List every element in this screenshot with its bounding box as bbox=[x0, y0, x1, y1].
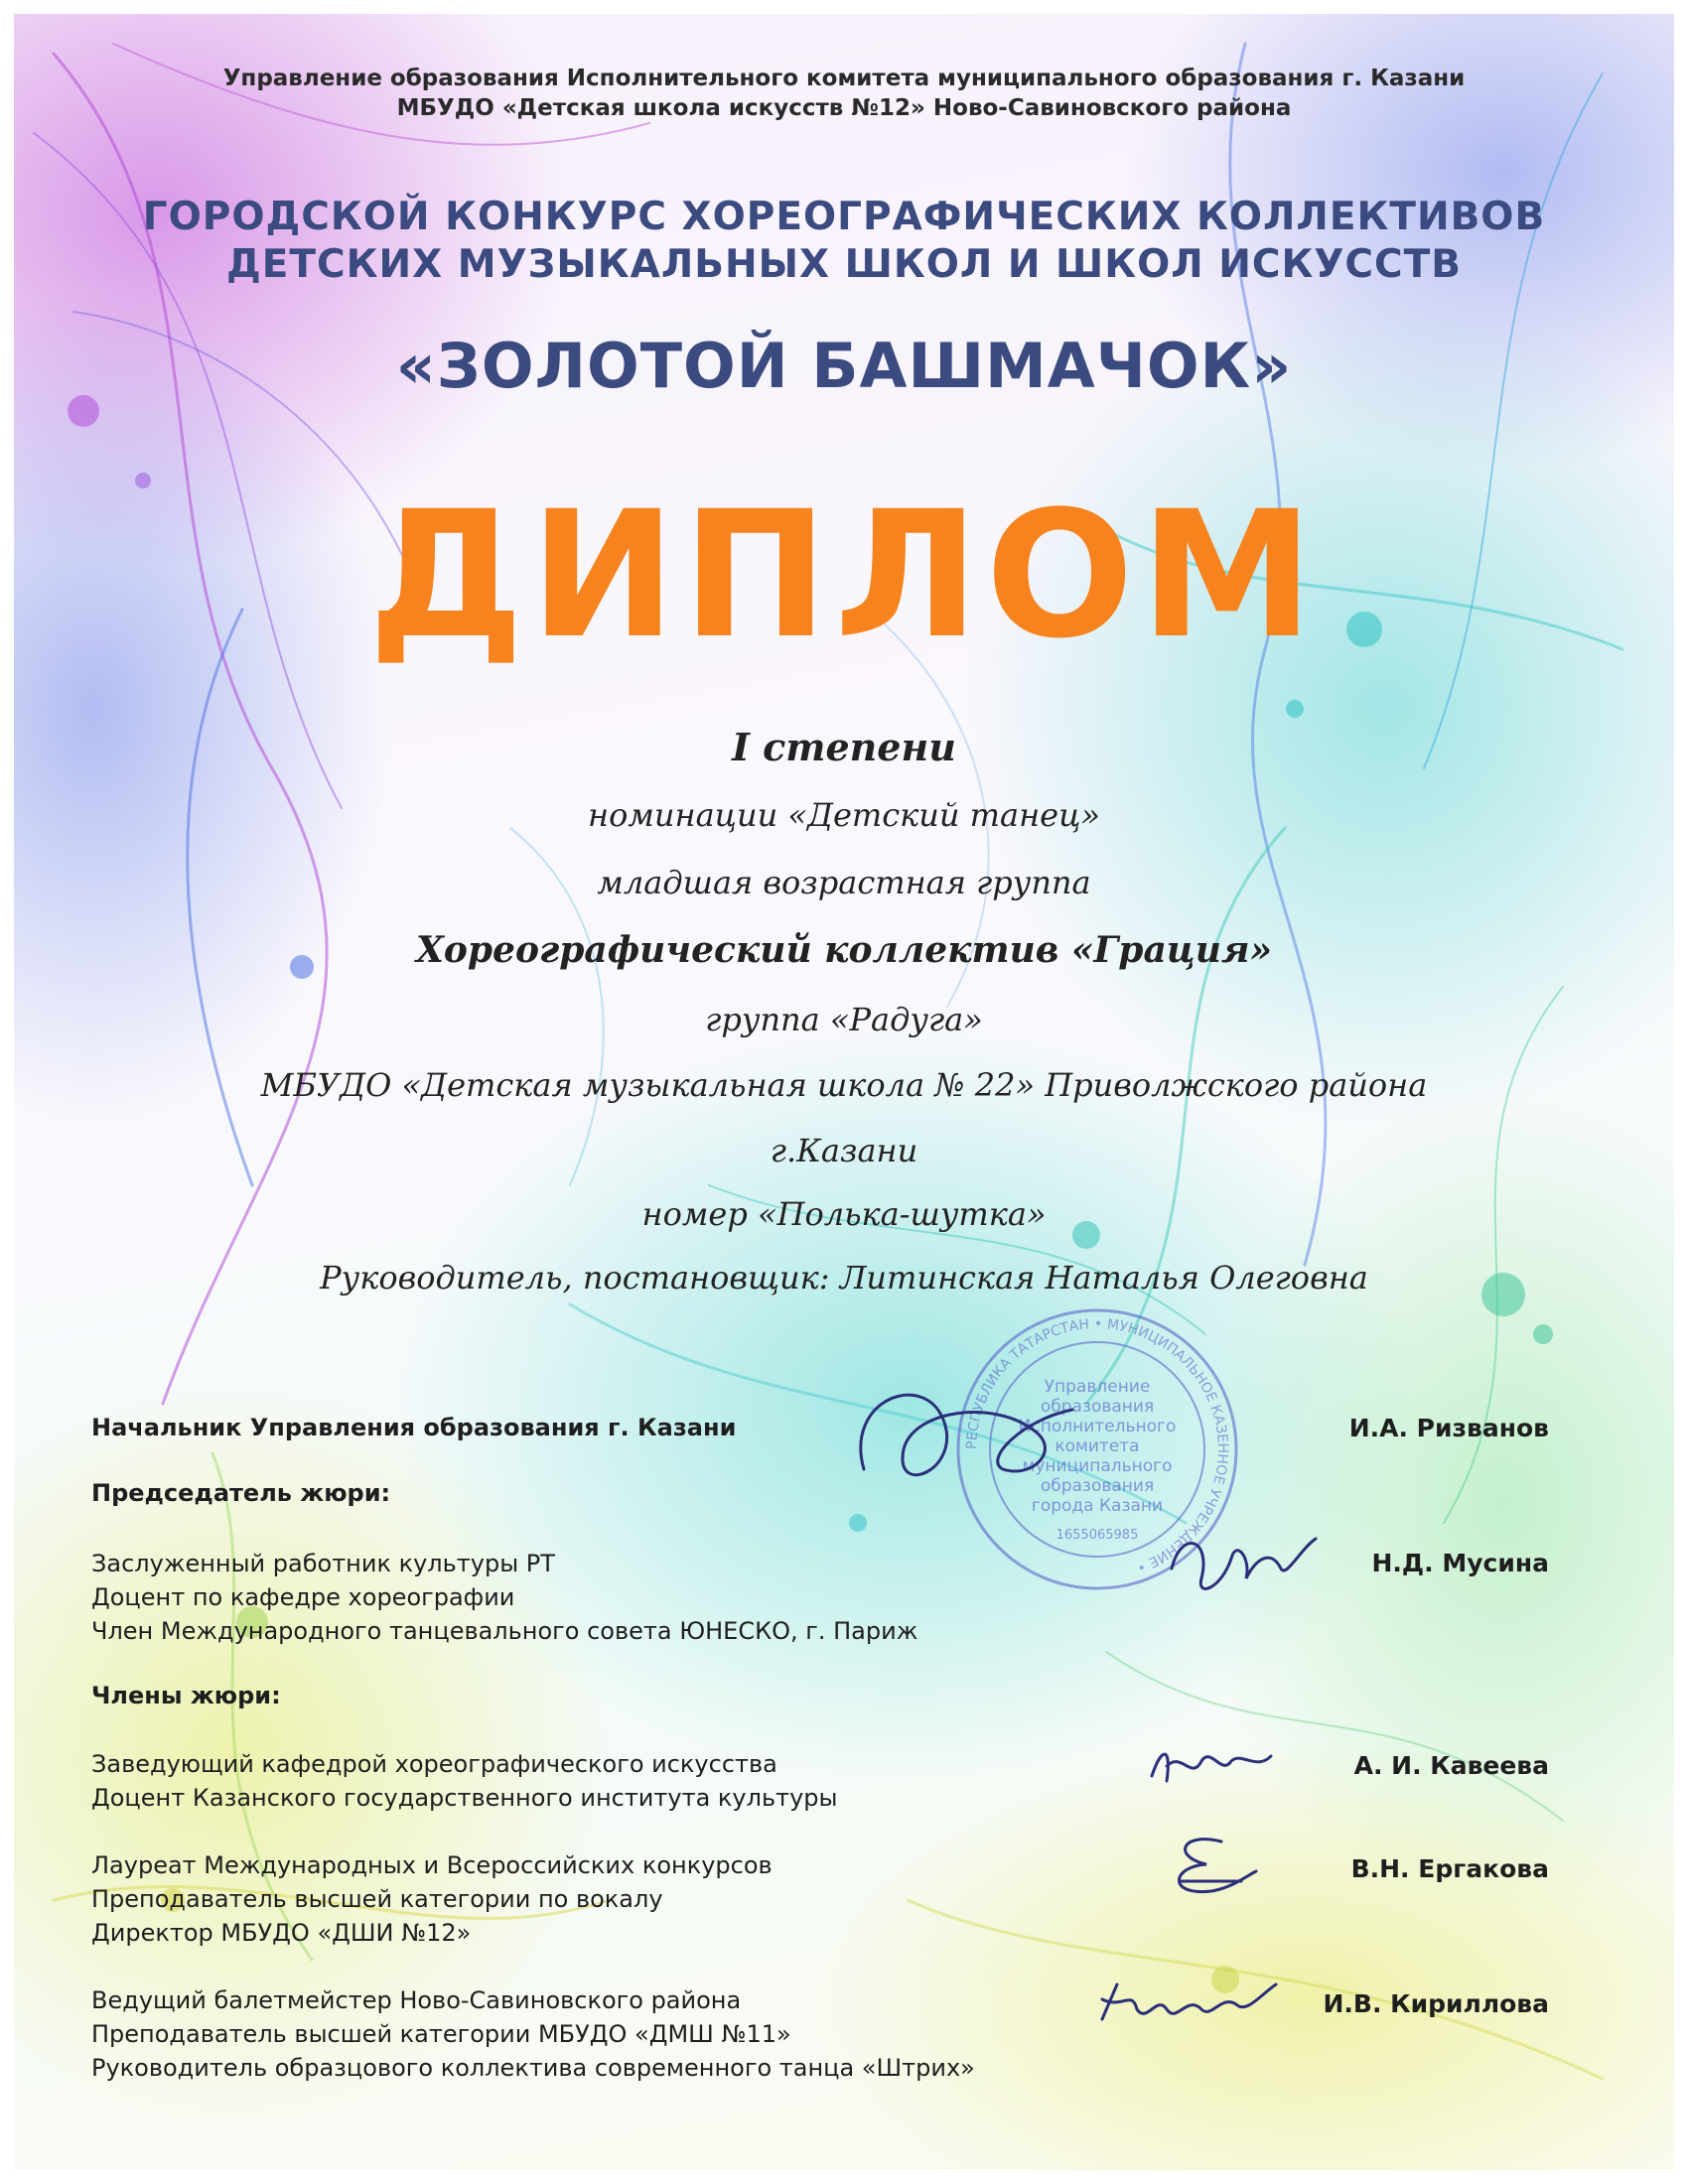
head-title: Начальник Управления образования г. Казани bbox=[91, 1414, 737, 1441]
member-position-line: Доцент Казанского государственного института культуры bbox=[91, 1784, 838, 1812]
stamp-number: 1655065985 bbox=[1055, 1528, 1139, 1543]
contest-name: «ЗОЛОТОЙ БАШМАЧОК» bbox=[395, 330, 1293, 402]
diploma-title: ДИПЛОМ bbox=[367, 474, 1321, 677]
nomination: номинации «Детский танец» bbox=[588, 796, 1100, 834]
stamp-line: образования bbox=[1040, 1397, 1155, 1417]
organization-line-1: Управление образования Исполнительного комитета муниципального образования г. Казани bbox=[222, 66, 1466, 91]
organization-line-2: МБУДО «Детская школа искусств №12» Ново-Савиновского района bbox=[396, 95, 1292, 121]
stamp-line: Управление bbox=[1044, 1377, 1151, 1397]
member-position-line: Преподаватель высшей категории по вокалу bbox=[91, 1885, 663, 1913]
member-position-line: Заведующий кафедрой хореографического искусства bbox=[91, 1750, 777, 1778]
stamp-line: Исполнительного bbox=[1018, 1417, 1177, 1436]
member-signature bbox=[1142, 1731, 1281, 1801]
contest-title-line-1: ГОРОДСКОЙ КОНКУРС ХОРЕОГРАФИЧЕСКИХ КОЛЛЕКТИВОВ bbox=[142, 195, 1546, 239]
member-position-line: Ведущий балетмейстер Ново-Савиновского района bbox=[91, 1986, 742, 2014]
members-heading: Члены жюри: bbox=[91, 1682, 281, 1709]
member-name: В.Н. Ергакова bbox=[1350, 1854, 1549, 1883]
school-name: МБУДО «Детская музыкальная школа № 22» Приволжского района bbox=[260, 1066, 1428, 1104]
member-signature bbox=[1092, 1970, 1281, 2039]
member-position-line: Директор МБУДО «ДШИ №12» bbox=[91, 1919, 472, 1947]
chair-position-line: Заслуженный работник культуры РТ bbox=[91, 1550, 555, 1577]
chair-position-line: Член Международного танцевального совета ЮНЕСКО, г. Париж bbox=[91, 1617, 918, 1645]
performance-number: номер «Полька-шутка» bbox=[641, 1195, 1047, 1233]
stamp-line: образования bbox=[1040, 1476, 1155, 1496]
member-name: А. И. Кавеева bbox=[1353, 1751, 1549, 1780]
diploma-degree: I степени bbox=[732, 725, 956, 769]
contest-title-line-2: ДЕТСКИХ МУЗЫКАЛЬНЫХ ШКОЛ И ШКОЛ ИСКУССТВ bbox=[226, 242, 1462, 287]
leader-line: Руководитель, постановщик: Литинская Наталья Олеговна bbox=[320, 1259, 1368, 1297]
chair-name: Н.Д. Мусина bbox=[1371, 1549, 1549, 1577]
head-signature bbox=[834, 1360, 1092, 1509]
member-position-line: Преподаватель высшей категории МБУДО «ДМШ №11» bbox=[91, 2020, 791, 2048]
member-signature bbox=[1152, 1827, 1261, 1906]
member-position-line: Лауреат Международных и Всероссийских конкурсов bbox=[91, 1851, 773, 1879]
age-group: младшая возрастная группа bbox=[597, 864, 1091, 901]
group-name: группа «Радуга» bbox=[705, 1001, 983, 1038]
member-position-line: Руководитель образцового коллектива современного танца «Штрих» bbox=[91, 2054, 975, 2082]
member-name: И.В. Кириллова bbox=[1323, 1989, 1549, 2018]
stamp-ring-text: РЕСПУБЛИКА ТАТАРСТАН • МУНИЦИПАЛЬНОЕ КАЗЕННОЕ УЧРЕЖДЕНИЕ • bbox=[963, 1315, 1231, 1575]
chair-signature bbox=[1162, 1519, 1321, 1608]
collective-name: Хореографический коллектив «Грация» bbox=[415, 929, 1273, 971]
stamp-line: муниципального bbox=[1022, 1456, 1173, 1476]
city-name: г.Казани bbox=[770, 1132, 918, 1169]
head-name: И.А. Ризванов bbox=[1348, 1414, 1549, 1442]
stamp-line: города Казани bbox=[1031, 1496, 1164, 1516]
chair-position-line: Доцент по кафедре хореографии bbox=[91, 1583, 515, 1611]
stamp-line: комитета bbox=[1055, 1436, 1140, 1456]
chair-heading: Председатель жюри: bbox=[91, 1479, 391, 1507]
